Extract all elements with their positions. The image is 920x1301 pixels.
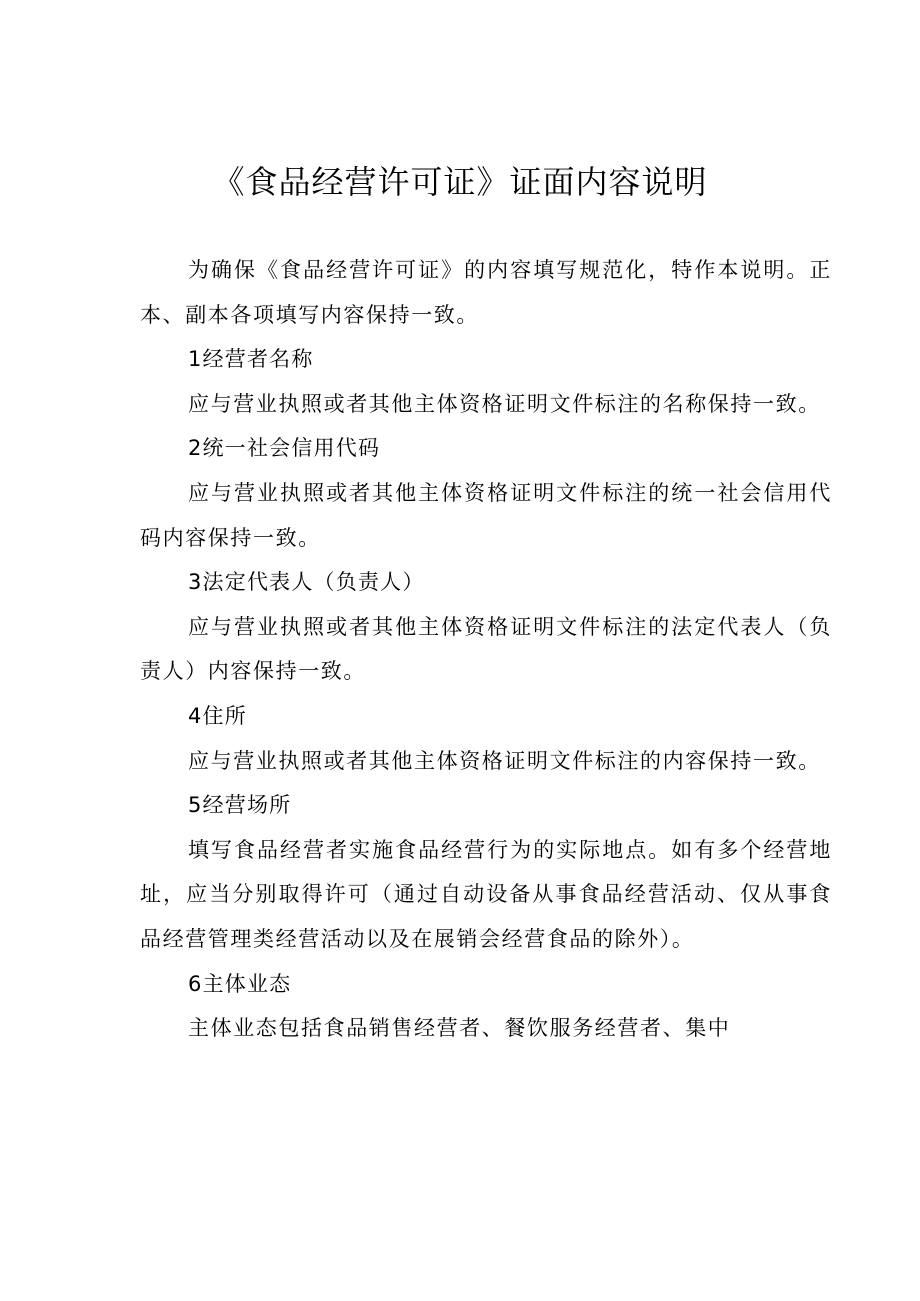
section-text-legal-representative: 应与营业执照或者其他主体资格证明文件标注的法定代表人（负责人）内容保持一致。 [140,614,832,684]
section-text-residence: 应与营业执照或者其他主体资格证明文件标注的内容保持一致。 [188,748,821,773]
section-text-operator-name: 应与营业执照或者其他主体资格证明文件标注的名称保持一致。 [188,391,821,416]
document-title: 《食品经营许可证》证面内容说明 [212,163,708,201]
section-heading-credit-code: 2统一社会信用代码 [188,436,381,461]
section-heading-business-premises: 5经营场所 [188,793,292,818]
section-heading-main-business-type: 6主体业态 [188,971,292,996]
section-heading-legal-representative: 3法定代表人（负责人） [188,570,425,595]
section-text-business-premises: 填写食品经营者实施食品经营行为的实际地点。如有多个经营地址，应当分别取得许可（通过自动设备从事食品经营活动、仅从事食品经营管理类经营活动以及在展销会经营食品的除外）。 [140,837,832,951]
section-text-main-business-type: 主体业态包括食品销售经营者、餐饮服务经营者、集中 [188,1016,731,1041]
section-text-credit-code: 应与营业执照或者其他主体资格证明文件标注的统一社会信用代码内容保持一致。 [140,480,832,550]
document-body [140,248,832,1051]
section-heading-operator-name: 1经营者名称 [188,347,314,372]
intro-paragraph: 为确保《食品经营许可证》的内容填写规范化，特作本说明。正本、副本各项填写内容保持一致。 [140,258,832,327]
section-heading-residence: 4住所 [188,703,247,728]
